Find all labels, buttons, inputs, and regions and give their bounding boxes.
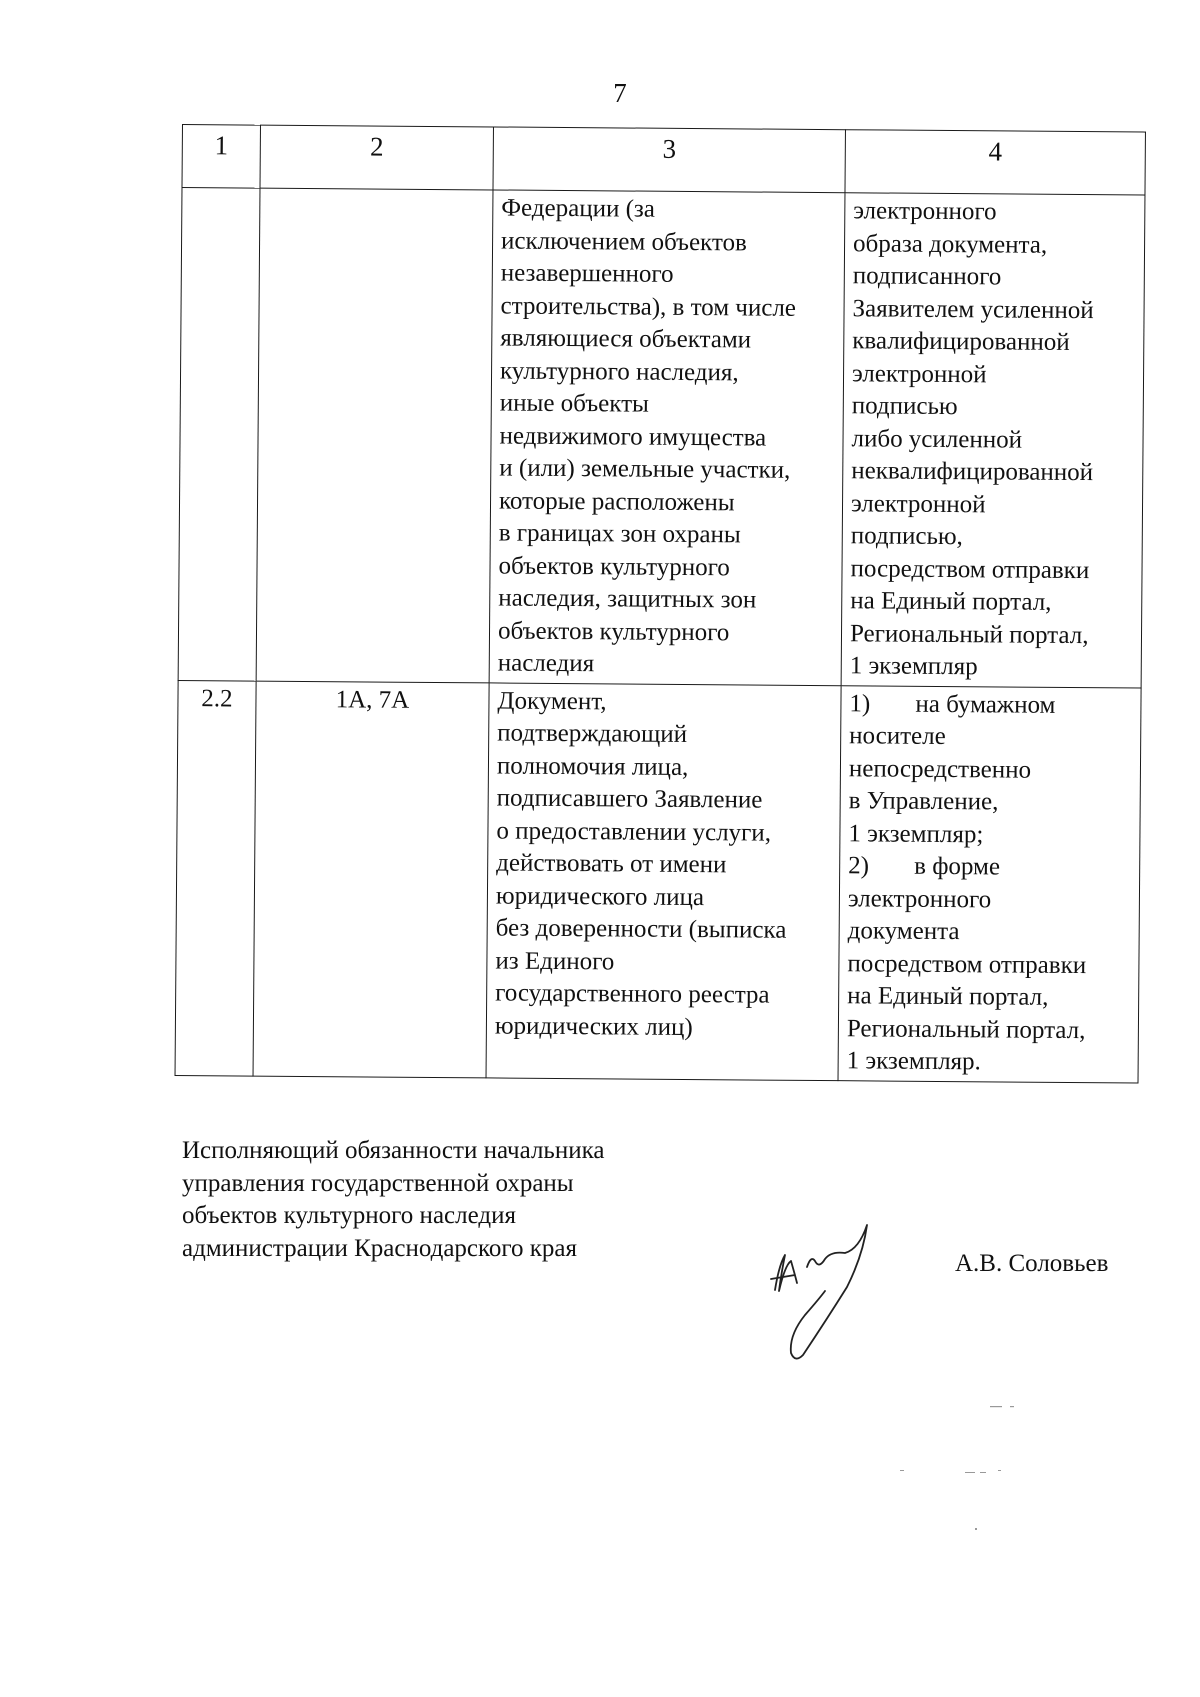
text-line: Федерации (за bbox=[501, 194, 656, 223]
table-row bbox=[178, 188, 1145, 688]
text-line: недвижимого имущества bbox=[499, 422, 767, 452]
text-line: незавершенного bbox=[500, 259, 674, 288]
text-line: квалифицированной bbox=[852, 327, 1070, 356]
header-cell-4: 4 bbox=[845, 130, 1145, 195]
text-line: Исполняющий обязанности начальника bbox=[182, 1137, 605, 1164]
documents-table bbox=[175, 124, 1146, 1083]
text-line: Документ, bbox=[497, 686, 607, 715]
text-line: электронной bbox=[851, 359, 987, 388]
page-number: 7 bbox=[613, 78, 627, 108]
table-row bbox=[175, 680, 1141, 1083]
text-line: Региональный портал, bbox=[849, 619, 1089, 649]
text-line: неквалифицированной bbox=[851, 457, 1094, 487]
list-marker: 1) bbox=[849, 689, 871, 717]
text-line: объектов культурного bbox=[497, 616, 730, 646]
text-line: управления государственной охраны bbox=[182, 1169, 574, 1197]
text-line: 1 экземпляр bbox=[849, 652, 978, 681]
text-line: являющиеся объектами bbox=[500, 324, 752, 354]
text-line: подтверждающий bbox=[497, 719, 688, 748]
text-line: иные объекты bbox=[499, 389, 649, 418]
text-line: культурного наследия, bbox=[499, 357, 739, 386]
row-code-cell: 1А, 7А bbox=[253, 681, 489, 1078]
row-number-cell: 2.2 bbox=[175, 680, 256, 1076]
text-line: посредством отправки bbox=[850, 554, 1090, 584]
text-line: либо усиленной bbox=[851, 424, 1023, 454]
list-item-line: 1 экземпляр; bbox=[848, 819, 984, 848]
description-cell bbox=[486, 682, 841, 1080]
text-line: подписанного bbox=[852, 262, 1002, 291]
text-line: электронной bbox=[850, 489, 986, 518]
list-item-line: 2) в форме bbox=[848, 850, 1135, 885]
header-cell-2: 2 bbox=[260, 125, 493, 190]
list-item-line: непосредственно bbox=[848, 754, 1032, 784]
table-header-row bbox=[182, 125, 1145, 196]
list-item-line: в Управление, bbox=[848, 787, 999, 816]
text-line: исключением объектов bbox=[500, 227, 747, 256]
row-number-cell bbox=[178, 188, 260, 681]
list-item-line: Региональный портал, bbox=[846, 1014, 1086, 1044]
text-line: которые расположены bbox=[498, 487, 735, 516]
submission-cell bbox=[841, 193, 1145, 688]
text-line: подписью, bbox=[850, 522, 963, 551]
text-line: в границах зон охраны bbox=[498, 519, 741, 549]
text-line: о предоставлении услуги, bbox=[496, 816, 772, 847]
list-item-line: документа bbox=[847, 917, 960, 946]
text-line: подписавшего Заявление bbox=[496, 784, 763, 814]
description-cell bbox=[489, 190, 845, 685]
text-line: юридического лица bbox=[495, 881, 705, 911]
header-cell-3: 3 bbox=[493, 127, 845, 193]
header-cell-1: 1 bbox=[182, 125, 260, 189]
handwritten-signature bbox=[755, 1195, 895, 1365]
list-item-line: 1 экземпляр. bbox=[846, 1047, 981, 1076]
text-line: полномочия лица, bbox=[496, 751, 689, 781]
list-item-line: 1) на бумажном bbox=[849, 688, 1136, 723]
text-line: образа документа, bbox=[852, 229, 1048, 259]
scan-specks bbox=[880, 1400, 1040, 1550]
text-line: электронного bbox=[853, 197, 997, 226]
text-line: объектов культурного bbox=[498, 552, 730, 581]
text-line: объектов культурного наследия bbox=[182, 1202, 516, 1229]
text-line: действовать от имени bbox=[496, 849, 727, 879]
text-line: наследия, защитных зон bbox=[498, 584, 757, 614]
row-code-cell bbox=[256, 188, 493, 682]
text-line: Заявителем усиленной bbox=[852, 294, 1094, 324]
text-line: из Единого bbox=[495, 946, 615, 975]
text-line: администрации Краснодарского края bbox=[182, 1234, 578, 1262]
text-line: юридических лиц) bbox=[494, 1011, 693, 1041]
signer-name: А.В. Соловьев bbox=[955, 1250, 1109, 1277]
list-item-line: электронного bbox=[847, 884, 992, 913]
signatory-title bbox=[182, 1135, 604, 1265]
text-line: строительства), в том числе bbox=[500, 292, 797, 322]
list-marker: 2) bbox=[848, 852, 870, 880]
text-line: наследия bbox=[497, 649, 595, 678]
list-item-line: носителе bbox=[849, 722, 946, 751]
text-line: без доверенности (выписка bbox=[495, 914, 787, 944]
list-item-line: посредством отправки bbox=[847, 949, 1087, 979]
submission-cell bbox=[838, 685, 1141, 1082]
text-line: государственного реестра bbox=[495, 979, 770, 1009]
text-line: и (или) земельные участки, bbox=[499, 454, 791, 484]
text-line: подписью bbox=[851, 392, 958, 421]
text-line: на Единый портал, bbox=[850, 587, 1052, 616]
list-item-line: на Единый портал, bbox=[847, 982, 1049, 1011]
